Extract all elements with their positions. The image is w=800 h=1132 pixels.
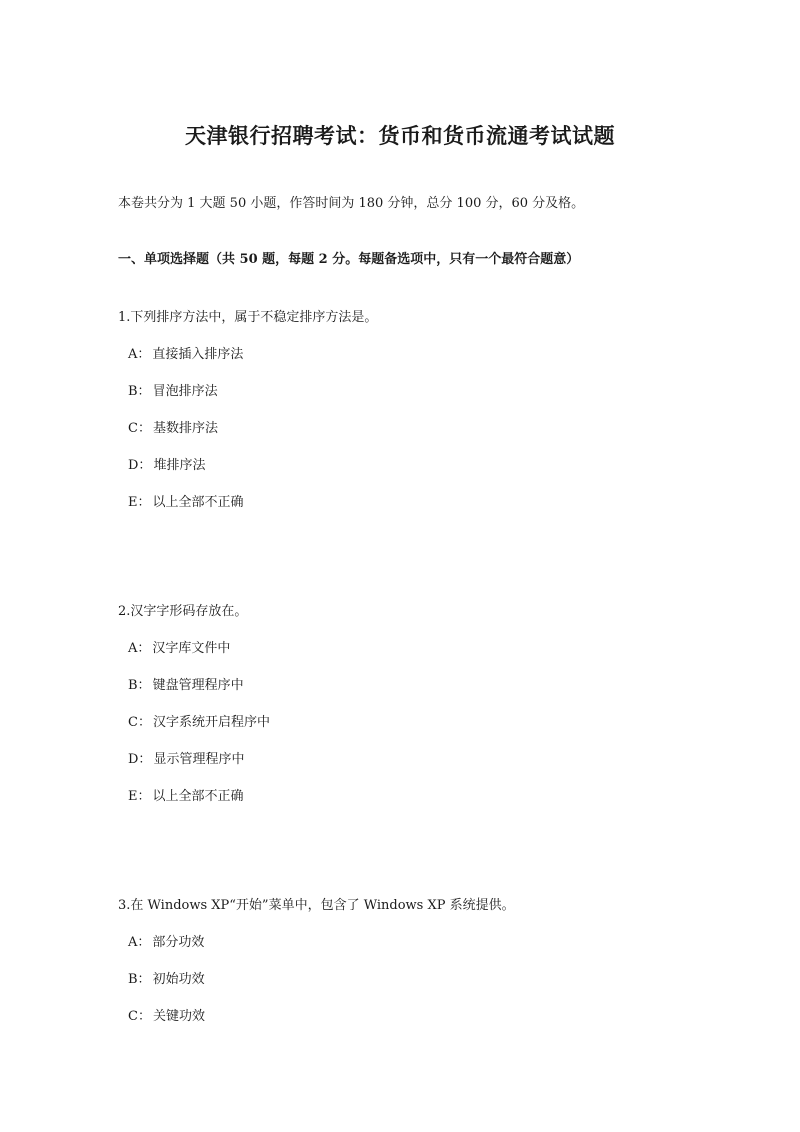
option-letter: B：	[128, 678, 151, 693]
question-1-option-c	[128, 417, 218, 436]
question-2-option-b	[128, 674, 244, 693]
option-text: 直接插入排序法	[152, 347, 244, 362]
exam-intro: 本卷共分为 1 大题 50 小题，作答时间为 180 分钟，总分 100 分，60 分及格。	[118, 196, 585, 211]
question-2-option-c	[128, 711, 270, 730]
question-3-option-b	[128, 968, 205, 987]
option-text: 初始功效	[152, 972, 205, 987]
option-letter: A：	[128, 641, 151, 656]
question-1-option-b	[128, 380, 218, 399]
option-text: 基数排序法	[152, 421, 218, 436]
question-2-option-d	[128, 748, 244, 767]
option-letter: D：	[128, 752, 152, 767]
page-title: 天津银行招聘考试：货币和货币流通考试试题	[185, 123, 615, 148]
option-text: 键盘管理程序中	[152, 678, 244, 693]
section-heading: 一、单项选择题（共 50 题，每题 2 分。每题备选项中，只有一个最符合题意）	[118, 252, 580, 267]
question-1-option-e	[128, 491, 244, 510]
option-text: 汉字库文件中	[152, 641, 231, 656]
option-text: 显示管理程序中	[153, 752, 245, 767]
option-text: 以上全部不正确	[152, 495, 244, 510]
option-text: 汉字系统开启程序中	[152, 715, 270, 730]
option-letter: B：	[128, 384, 151, 399]
question-stem-1: 1.下列排序方法中，属于不稳定排序方法是。	[118, 310, 378, 325]
option-text: 堆排序法	[153, 458, 206, 473]
question-3-option-c	[128, 1005, 205, 1024]
question-2-option-a	[128, 637, 230, 656]
option-letter: C：	[128, 715, 151, 730]
option-text: 以上全部不正确	[152, 789, 244, 804]
option-letter: E：	[128, 495, 151, 510]
question-3-option-a	[128, 931, 204, 950]
option-letter: A：	[128, 935, 151, 950]
question-1-option-d	[128, 454, 205, 473]
option-text: 部分功效	[152, 935, 205, 950]
question-2-option-e	[128, 785, 244, 804]
option-letter: B：	[128, 972, 151, 987]
question-1-option-a	[128, 343, 243, 362]
option-letter: E：	[128, 789, 151, 804]
question-stem-2: 2.汉字字形码存放在。	[118, 604, 248, 619]
option-text: 关键功效	[152, 1009, 205, 1024]
option-letter: A：	[128, 347, 151, 362]
question-stem-3: 3.在 Windows XP“开始”菜单中，包含了 Windows XP 系统提供。	[118, 898, 515, 913]
option-letter: C：	[128, 1009, 151, 1024]
option-letter: D：	[128, 458, 152, 473]
option-text: 冒泡排序法	[152, 384, 218, 399]
option-letter: C：	[128, 421, 151, 436]
